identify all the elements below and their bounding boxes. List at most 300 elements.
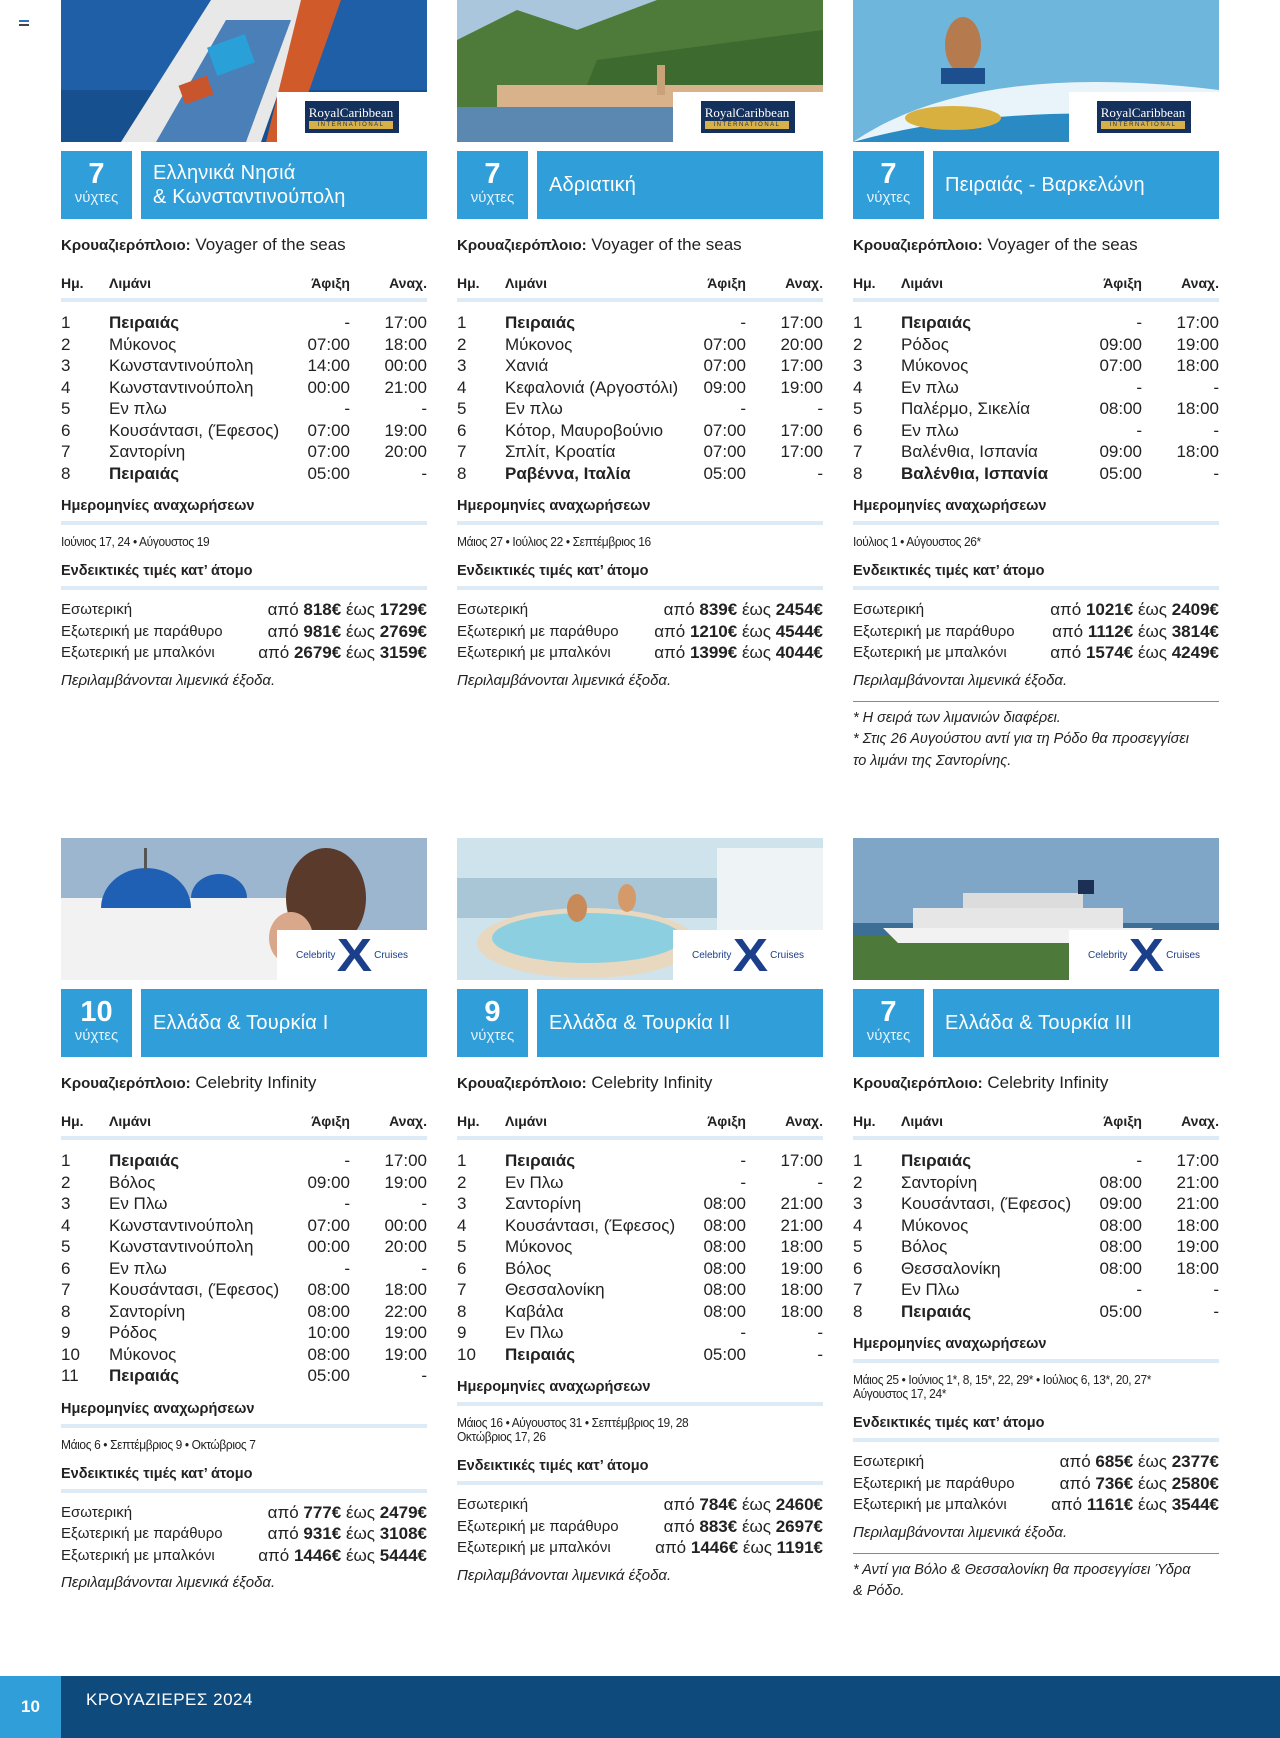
departure-cell: 21:00 (780, 1194, 823, 1213)
itinerary-row (61, 1365, 427, 1387)
nights-label: νύχτες (866, 1027, 911, 1044)
day-cell: 4 (61, 1215, 71, 1235)
port-cell: Βόλος (109, 1172, 156, 1192)
price-row (853, 621, 1219, 643)
departure-cell: 20:00 (780, 334, 823, 354)
footnotes (853, 1560, 1219, 1603)
departure-cell: 17:00 (780, 356, 823, 375)
divider (457, 1481, 823, 1485)
cruise-line-logo (673, 930, 823, 980)
day-cell: 6 (853, 420, 863, 440)
port-cell: Πειραιάς (505, 1151, 576, 1170)
price-max: 3159€ (379, 643, 427, 662)
nights-count: 10 (80, 996, 113, 1028)
departure-cell: 17:00 (1176, 313, 1219, 332)
port-cell: Θεσσαλονίκη (505, 1280, 605, 1299)
departure-cell: 18:00 (780, 1301, 823, 1321)
nights-badge (853, 151, 924, 219)
logo-right-text: Cruises (374, 949, 409, 961)
arrival-cell: 07:00 (307, 334, 350, 354)
departure-cell: 19:00 (780, 1258, 823, 1278)
day-cell: 2 (457, 1172, 467, 1192)
nights-label: νύχτες (74, 189, 119, 206)
page-footer (0, 1676, 1280, 1738)
port-cell: Ρόδος (109, 1323, 157, 1342)
departure-dates (61, 535, 398, 549)
footnote-line: & Ρόδο. (853, 1583, 905, 1599)
cruise-title-line: Αδριατική (549, 174, 637, 196)
price-row (61, 642, 427, 664)
port-cell: Εν πλω (109, 399, 167, 418)
itinerary-row (61, 1301, 427, 1323)
prices-heading: Ενδεικτικές τιμές κατ’ άτομο (853, 563, 1045, 579)
itinerary-row (61, 355, 427, 377)
itinerary-row (61, 463, 427, 485)
day-cell: 4 (457, 1215, 467, 1235)
day-cell: 7 (61, 1280, 71, 1299)
footnote-line: * Αντί για Βόλο & Θεσσαλονίκη θα προσεγγίσει Ύδρα (853, 1561, 1191, 1578)
cabin-type: Εξωτερική με παράθυρο (853, 1474, 1015, 1492)
port-cell: Καβάλα (505, 1301, 564, 1321)
cabin-type: Εξωτερική με μπαλκόνι (853, 1496, 1007, 1513)
arrival-cell: 09:00 (703, 377, 746, 397)
itinerary-row (853, 398, 1219, 420)
cruise-title-line: Ελλάδα & Τουρκία II (549, 1012, 731, 1034)
cruise-line-logo (1069, 930, 1219, 980)
price-max: 3544€ (1171, 1495, 1219, 1514)
nights-count: 7 (484, 158, 501, 190)
footer-title: ΚΡΟΥΑΖΙΕΡΕΣ 2024 (86, 1690, 253, 1709)
arrival-cell: - (344, 1194, 350, 1213)
departure-cell: 21:00 (1176, 1172, 1219, 1192)
day-cell: 8 (457, 1301, 467, 1321)
day-cell: 7 (457, 1280, 467, 1299)
itinerary-row (853, 1236, 1219, 1258)
footnote-line: * Στις 26 Αυγούστου αντί για τη Ρόδο θα προσεγγίσει (853, 731, 1189, 747)
price-max: 1191€ (776, 1538, 823, 1557)
arrival-cell: - (740, 399, 746, 418)
departure-dates-heading: Ημερομηνίες αναχωρήσεων (853, 498, 1047, 514)
port-cell: Εν πλω (109, 1258, 167, 1278)
arrival-cell: 08:00 (307, 1280, 350, 1299)
departure-cell: - (1213, 420, 1219, 440)
price-range: από 777€ έως 2479€ (267, 1502, 427, 1522)
port-cell: Βαλένθια, Ισπανία (901, 442, 1038, 461)
port-cell: Πειραιάς (109, 1366, 180, 1385)
arrival-cell: 10:00 (307, 1323, 350, 1342)
departure-cell: - (421, 463, 427, 483)
day-cell: 1 (61, 1151, 71, 1170)
day-cell: 5 (61, 399, 71, 418)
arrival-cell: 07:00 (307, 420, 350, 440)
departure-cell: 21:00 (1176, 1194, 1219, 1213)
royal-caribbean-logo (305, 101, 399, 133)
price-row (457, 1537, 823, 1559)
itinerary-row (457, 1172, 823, 1194)
arrival-cell: 14:00 (307, 356, 350, 375)
arrival-cell: 05:00 (703, 463, 746, 483)
divider (853, 1136, 1219, 1140)
itinerary-row (457, 334, 823, 356)
price-max: 2454€ (775, 600, 823, 619)
logo-name: RoyalCaribbean (704, 104, 790, 120)
arrival-cell: 05:00 (1099, 463, 1142, 483)
port-cell: Πειραιάς (505, 313, 576, 332)
itinerary-row (853, 355, 1219, 377)
port-cell: Εν Πλω (901, 1280, 960, 1299)
port-cell: Εν Πλω (505, 1323, 564, 1342)
port-cell: Βόλος (901, 1237, 948, 1256)
departure-cell: 17:00 (780, 1151, 823, 1170)
cruise-title (537, 151, 823, 219)
day-cell: 7 (457, 442, 467, 461)
port-cell: Πειραιάς (109, 463, 180, 483)
price-range: από 1161€ έως 3544€ (1051, 1495, 1219, 1514)
departure-cell: 18:00 (1176, 399, 1219, 418)
departure-cell: 22:00 (384, 1301, 427, 1321)
dates-line: Ιούλιος 1 • Αύγουστος 26* (853, 534, 981, 549)
day-cell: 1 (61, 313, 71, 332)
day-cell: 2 (457, 334, 467, 354)
port-cell: Μύκονος (109, 334, 177, 354)
port-cell: Θεσσαλονίκη (901, 1258, 1001, 1278)
day-cell: 1 (457, 313, 467, 332)
cabin-type: Εσωτερική (61, 1503, 133, 1521)
cruise-photo (457, 838, 823, 980)
price-min: 1446€ (293, 1545, 342, 1565)
port-cell: Εν πλω (505, 399, 563, 418)
day-cell: 3 (457, 356, 467, 375)
port-cell: Μύκονος (505, 334, 573, 354)
itinerary-table (61, 312, 427, 484)
port-cell: Εν Πλω (109, 1194, 168, 1213)
price-row (457, 1516, 823, 1538)
cabin-type: Εσωτερική (457, 601, 529, 618)
port-cell: Βαλένθια, Ισπανία (901, 463, 1049, 483)
itinerary-row (457, 312, 823, 334)
itinerary-table (61, 1150, 427, 1387)
itinerary-row (61, 441, 427, 463)
day-cell: 6 (457, 420, 467, 440)
arrival-cell: - (1136, 420, 1142, 440)
departure-cell: 17:00 (780, 313, 823, 332)
cabin-type: Εσωτερική (853, 1453, 925, 1470)
arrival-cell: 09:00 (1099, 334, 1142, 354)
port-fees-note: Περιλαμβάνονται λιμενικά έξοδα. (457, 1566, 672, 1584)
divider (457, 521, 823, 525)
royal-caribbean-logo (1097, 101, 1191, 133)
day-cell: 1 (853, 1151, 863, 1170)
itinerary-row (853, 1215, 1219, 1237)
itinerary-row (853, 1301, 1219, 1323)
day-cell: 7 (853, 1280, 863, 1299)
price-range: από 1210€ έως 4544€ (654, 621, 823, 641)
day-cell: 8 (853, 1301, 863, 1321)
day-cell: 1 (853, 313, 863, 332)
price-range: από 1399€ έως 4044€ (654, 643, 823, 662)
price-max: 2377€ (1171, 1452, 1219, 1471)
port-cell: Κωνσταντινούπολη (109, 1215, 254, 1235)
price-row (457, 599, 823, 621)
port-cell: Χανιά (505, 356, 549, 375)
price-min: 1112€ (1087, 621, 1134, 641)
price-max: 3814€ (1171, 621, 1219, 641)
port-cell: Βόλος (505, 1258, 552, 1278)
day-cell: 5 (853, 1237, 863, 1256)
crown-anchor-icon (277, 92, 299, 116)
day-cell: 3 (61, 1194, 71, 1213)
port-cell: Σαντορίνη (109, 442, 186, 461)
departure-cell: 20:00 (384, 1237, 427, 1256)
dates-line: Μάιος 27 • Ιούλιος 22 • Σεπτέμβριος 16 (457, 534, 651, 549)
itinerary-row (853, 441, 1219, 463)
day-cell: 9 (457, 1323, 467, 1342)
departure-cell: - (817, 399, 823, 418)
departure-cell: 18:00 (780, 1237, 823, 1256)
departure-cell: 19:00 (384, 420, 427, 440)
departure-cell: 18:00 (1176, 356, 1219, 375)
dates-line: Αύγουστος 17, 24* (853, 1386, 947, 1401)
itinerary-row (61, 312, 427, 334)
price-min: 1574€ (1085, 643, 1134, 662)
arrival-cell: - (740, 1172, 746, 1192)
port-cell: Κουσάντασι, (Έφεσος) (901, 1194, 1072, 1213)
itinerary-row (61, 334, 427, 356)
day-cell: 4 (853, 377, 863, 397)
departure-cell: - (817, 1323, 823, 1342)
itinerary-header: Ημ. Λιμάνι Άφιξη Αναχ. (457, 1113, 823, 1129)
arrival-cell: 08:00 (703, 1258, 746, 1278)
day-cell: 8 (61, 1301, 71, 1321)
ship-name: Κρουαζιερόπλοιο: Voyager of the seas (457, 235, 742, 254)
arrival-cell: 05:00 (703, 1344, 746, 1364)
price-range: από 784€ έως 2460€ (663, 1495, 823, 1514)
arrival-cell: 08:00 (703, 1215, 746, 1235)
itinerary-row (853, 1193, 1219, 1215)
price-range: από 931€ έως 3108€ (267, 1524, 427, 1543)
arrival-cell: 08:00 (703, 1301, 746, 1321)
itinerary-row (853, 1258, 1219, 1280)
port-cell: Κουσάντασι, (Έφεσος) (109, 1280, 280, 1299)
arrival-cell: - (344, 313, 350, 332)
price-max: 5444€ (379, 1545, 427, 1565)
port-cell: Ρόδος (901, 334, 949, 354)
divider (853, 701, 1219, 702)
departure-cell: 21:00 (384, 377, 427, 397)
itinerary-row (457, 1344, 823, 1366)
port-cell: Πειραιάς (109, 313, 180, 332)
departure-cell: 18:00 (384, 334, 427, 354)
arrival-cell: - (344, 399, 350, 418)
arrival-cell: - (740, 1323, 746, 1342)
price-max: 2479€ (379, 1502, 427, 1522)
divider (61, 1489, 427, 1493)
cruise-banner (853, 151, 1219, 219)
arrival-cell: 09:00 (307, 1172, 350, 1192)
port-cell: Μύκονος (901, 356, 969, 375)
cabin-type: Εξωτερική με παράθυρο (61, 1525, 223, 1542)
departure-cell: 18:00 (1176, 1215, 1219, 1235)
itinerary-row (61, 1236, 427, 1258)
price-range: από 883€ έως 2697€ (663, 1516, 823, 1536)
departure-dates (61, 1438, 398, 1452)
cabin-type: Εξωτερική με παράθυρο (457, 622, 619, 640)
itinerary-row (61, 1215, 427, 1237)
footnotes (853, 708, 1219, 773)
itinerary-row (457, 1236, 823, 1258)
arrival-cell: 09:00 (1099, 1194, 1142, 1213)
price-max: 4044€ (775, 643, 823, 662)
price-min: 818€ (303, 600, 342, 619)
departure-cell: 21:00 (780, 1215, 823, 1235)
port-cell: Πειραιάς (901, 1151, 972, 1170)
royal-caribbean-logo (701, 101, 795, 133)
price-min: 1161€ (1086, 1495, 1134, 1514)
nights-count: 9 (484, 996, 501, 1028)
logo-name: RoyalCaribbean (1100, 104, 1186, 120)
itinerary-header: Ημ. Λιμάνι Άφιξη Αναχ. (61, 275, 427, 291)
nights-label: νύχτες (470, 1027, 515, 1044)
price-range: από 1112€ έως 3814€ (1052, 621, 1219, 641)
itinerary-row (457, 1279, 823, 1301)
itinerary-row (853, 1279, 1219, 1301)
arrival-cell: - (1136, 1280, 1142, 1299)
day-cell: 3 (61, 356, 71, 375)
port-cell: Σαντορίνη (901, 1172, 978, 1192)
port-fees-note: Περιλαμβάνονται λιμενικά έξοδα. (61, 1574, 276, 1591)
price-max: 2460€ (775, 1495, 823, 1514)
port-cell: Μύκονος (901, 1215, 969, 1235)
itinerary-row (457, 1215, 823, 1237)
itinerary-row (457, 377, 823, 399)
arrival-cell: 08:00 (703, 1237, 746, 1256)
day-cell: 8 (853, 463, 863, 483)
arrival-cell: 07:00 (307, 1215, 350, 1235)
day-cell: 6 (853, 1258, 863, 1278)
arrival-cell: 07:00 (307, 442, 350, 461)
departure-cell: 19:00 (780, 377, 823, 397)
itinerary-row (457, 1193, 823, 1215)
price-row (853, 599, 1219, 621)
departure-cell: 17:00 (780, 442, 823, 461)
cruise-photo (61, 0, 427, 142)
itinerary-header: Ημ. Λιμάνι Άφιξη Αναχ. (61, 1113, 427, 1129)
price-min: 931€ (303, 1524, 342, 1543)
departure-dates (853, 535, 1190, 549)
price-row (853, 1494, 1219, 1516)
departure-cell: 19:00 (384, 1323, 427, 1342)
day-cell: 11 (61, 1366, 79, 1385)
celebrity-cruises-logo (295, 929, 409, 980)
departure-cell: - (421, 1366, 427, 1385)
itinerary-row (61, 1150, 427, 1172)
cabin-type: Εσωτερική (853, 601, 925, 618)
cabin-type: Εσωτερική (457, 1496, 529, 1513)
cruise-banner (61, 989, 427, 1057)
logo-right-text: Cruises (770, 949, 805, 961)
price-min: 1210€ (689, 621, 738, 641)
day-cell: 5 (457, 399, 467, 418)
divider (457, 298, 823, 302)
itinerary-header: Ημ. Λιμάνι Άφιξη Αναχ. (457, 275, 823, 291)
departure-cell: - (817, 1172, 823, 1192)
divider (457, 586, 823, 590)
day-cell: 5 (457, 1237, 467, 1256)
cabin-type: Εξωτερική με παράθυρο (457, 1517, 619, 1535)
price-min: 784€ (699, 1495, 738, 1514)
cruise-title (933, 151, 1219, 219)
cabin-type: Εξωτερική με μπαλκόνι (457, 1539, 611, 1556)
arrival-cell: 08:00 (1099, 1258, 1142, 1278)
nights-badge (457, 989, 528, 1057)
price-min: 839€ (699, 600, 738, 619)
dates-line: Ιούνιος 17, 24 • Αύγουστος 19 (61, 534, 210, 549)
price-min: 981€ (303, 621, 342, 641)
departure-dates-heading: Ημερομηνίες αναχωρήσεων (61, 498, 255, 514)
itinerary-row (61, 1279, 427, 1301)
divider (853, 298, 1219, 302)
port-cell: Παλέρμο, Σικελία (901, 399, 1031, 418)
port-cell: Σαντορίνη (505, 1194, 582, 1213)
cruise-banner (457, 151, 823, 219)
ship-name: Κρουαζιερόπλοιο: Celebrity Infinity (853, 1073, 1109, 1092)
departure-dates-heading: Ημερομηνίες αναχωρήσεων (853, 1336, 1047, 1352)
day-cell: 6 (457, 1258, 467, 1278)
arrival-cell: 07:00 (1099, 356, 1142, 375)
itinerary-row (61, 420, 427, 442)
port-cell: Εν Πλω (505, 1172, 564, 1192)
cruise-title-line: Ελλάδα & Τουρκία III (945, 1012, 1133, 1034)
cruise-title (141, 989, 427, 1057)
price-range: από 1446€ έως 5444€ (258, 1545, 427, 1565)
price-range: από 685€ έως 2377€ (1059, 1452, 1219, 1471)
port-cell: Πειραιάς (109, 1151, 180, 1170)
departure-cell: 00:00 (384, 1215, 427, 1235)
day-cell: 4 (61, 377, 71, 397)
itinerary-row (853, 463, 1219, 485)
crown-anchor-icon (673, 92, 695, 116)
departure-cell: 19:00 (1176, 1237, 1219, 1256)
port-fees-note: Περιλαμβάνονται λιμενικά έξοδα. (61, 671, 276, 689)
cruise-title (933, 989, 1219, 1057)
price-max: 3108€ (379, 1524, 427, 1543)
itinerary-row (61, 398, 427, 420)
divider (457, 1402, 823, 1406)
arrival-cell: 08:00 (307, 1301, 350, 1321)
departure-cell: - (421, 1258, 427, 1278)
cruise-card (61, 0, 427, 691)
arrival-cell: 08:00 (1099, 1172, 1142, 1192)
port-cell: Μύκονος (505, 1237, 573, 1256)
page-number: 10 (0, 1676, 61, 1738)
celebrity-cruises-logo (1087, 929, 1201, 980)
x-mark-icon: X (337, 929, 373, 980)
price-max: 2409€ (1171, 600, 1219, 619)
departure-cell: - (1213, 377, 1219, 397)
arrival-cell: - (1136, 377, 1142, 397)
port-cell: Κωνσταντινούπολη (109, 377, 254, 397)
ship-name: Κρουαζιερόπλοιο: Celebrity Infinity (61, 1073, 317, 1092)
itinerary-row (457, 1150, 823, 1172)
arrival-cell: 08:00 (703, 1280, 746, 1299)
departure-dates (853, 1373, 1190, 1401)
departure-cell: 17:00 (384, 1151, 427, 1170)
cabin-type: Εξωτερική με μπαλκόνι (853, 644, 1007, 661)
price-range: από 1574€ έως 4249€ (1050, 643, 1219, 662)
itinerary-row (853, 420, 1219, 442)
cruise-card (61, 838, 427, 1593)
cruise-card (853, 838, 1219, 1603)
